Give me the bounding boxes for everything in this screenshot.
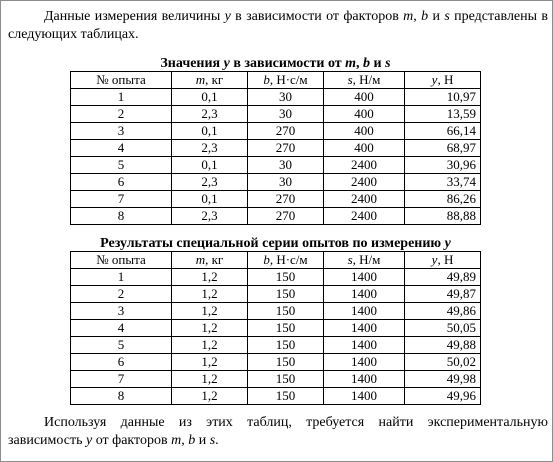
var-s: s: [209, 433, 216, 448]
table2-header-m-var: m: [195, 252, 206, 267]
table-row: [71, 337, 481, 354]
cell-m: 2,3: [172, 174, 248, 191]
table-row: [71, 269, 481, 286]
cell-m: 0,1: [172, 123, 248, 140]
cell-s: 1400: [324, 337, 405, 354]
var-s: s: [444, 9, 450, 24]
table1-header-m: [172, 72, 248, 89]
cell-s: 2400: [324, 208, 405, 225]
outro-sep: ,: [181, 433, 189, 448]
cell-n: 8: [71, 388, 172, 405]
cell-n: 6: [71, 354, 172, 371]
table2-caption-text: Результаты специальной серии опытов по измерению: [100, 236, 445, 251]
intro-paragraph: [8, 8, 548, 44]
cell-s: 1400: [324, 388, 405, 405]
table1-header-b: [248, 72, 324, 89]
cell-s: 1400: [324, 269, 405, 286]
cell-m: 0,1: [172, 191, 248, 208]
cell-m: 2,3: [172, 140, 248, 157]
var-m: m: [403, 9, 414, 24]
table2-header-m: [172, 252, 248, 269]
table2-body: [71, 269, 481, 405]
cell-s: 400: [324, 89, 405, 106]
cell-m: 1,2: [172, 286, 248, 303]
cell-s: 1400: [324, 371, 405, 388]
table1-header-y-unit: , Н: [437, 72, 454, 87]
table2-header-s-unit: , Н/м: [352, 252, 381, 267]
table2: [70, 251, 481, 405]
cell-m: 0,1: [172, 89, 248, 106]
var-m: m: [171, 433, 182, 448]
cell-b: 270: [248, 140, 324, 157]
cell-s: 400: [324, 123, 405, 140]
cell-y: 86,26: [405, 191, 481, 208]
cell-s: 2400: [324, 191, 405, 208]
cell-m: 2,3: [172, 106, 248, 123]
table1-caption-var-y: y: [223, 56, 230, 71]
table-row: [71, 140, 481, 157]
cell-n: 5: [71, 157, 172, 174]
cell-m: 1,2: [172, 269, 248, 286]
table1-body: [71, 89, 481, 225]
outro-text-1: Используя данные из этих таблиц, требуется найти экспериментальную зависимость: [8, 415, 548, 448]
cell-n: 5: [71, 337, 172, 354]
table-row: [71, 89, 481, 106]
table2-header-m-unit: , кг: [205, 252, 224, 267]
table2-header-num: № опыта: [71, 252, 172, 269]
var-b: b: [421, 9, 429, 24]
cell-n: 7: [71, 191, 172, 208]
cell-n: 1: [71, 89, 172, 106]
cell-y: 50,05: [405, 320, 481, 337]
table1-caption-var-m: m: [345, 56, 357, 71]
table2-header-s-var: s: [347, 252, 353, 267]
table-row: [71, 320, 481, 337]
cell-y: 33,74: [405, 174, 481, 191]
table-row: [71, 174, 481, 191]
intro-and: и: [428, 9, 445, 24]
cell-m: 1,2: [172, 337, 248, 354]
cell-m: 1,2: [172, 388, 248, 405]
table1-header-b-var: b: [263, 72, 270, 87]
cell-b: 270: [248, 123, 324, 140]
outro-paragraph: [8, 414, 548, 450]
cell-s: 1400: [324, 286, 405, 303]
outro-end: .: [215, 433, 219, 448]
cell-y: 49,87: [405, 286, 481, 303]
table2-header-b-unit: , Н·с/м: [269, 252, 308, 267]
cell-y: 30,96: [405, 157, 481, 174]
cell-s: 1400: [324, 303, 405, 320]
table-row: [71, 123, 481, 140]
table-row: [71, 388, 481, 405]
cell-y: 49,96: [405, 388, 481, 405]
table1-caption-mid: в зависимости от: [229, 56, 346, 71]
table2-header-b: [248, 252, 324, 269]
cell-y: 50,02: [405, 354, 481, 371]
cell-n: 6: [71, 174, 172, 191]
table1-caption-var-b: b: [363, 56, 371, 71]
table1-header-row: [71, 72, 481, 89]
cell-y: 10,97: [405, 89, 481, 106]
cell-b: 270: [248, 208, 324, 225]
table2-header-row: [71, 252, 481, 269]
intro-text-3: представлены в следующих таблицах.: [8, 9, 549, 42]
table2-header-y: [405, 252, 481, 269]
cell-s: 400: [324, 106, 405, 123]
table1: [70, 71, 481, 225]
cell-y: 49,86: [405, 303, 481, 320]
table1-header-num: № опыта: [71, 72, 172, 89]
cell-n: 3: [71, 303, 172, 320]
intro-sep: ,: [413, 9, 422, 24]
cell-y: 68,97: [405, 140, 481, 157]
cell-b: 150: [248, 388, 324, 405]
cell-n: 3: [71, 123, 172, 140]
table-row: [71, 208, 481, 225]
table2-header-y-var: y: [431, 252, 438, 267]
var-y: y: [85, 433, 93, 448]
cell-m: 2,3: [172, 208, 248, 225]
cell-n: 4: [71, 320, 172, 337]
cell-y: 88,88: [405, 208, 481, 225]
cell-b: 270: [248, 191, 324, 208]
outro-and: и: [195, 433, 210, 448]
cell-b: 150: [248, 371, 324, 388]
cell-y: 49,98: [405, 371, 481, 388]
cell-s: 2400: [324, 157, 405, 174]
table2-caption-var-y: y: [444, 236, 451, 251]
table-row: [71, 303, 481, 320]
table-row: [71, 191, 481, 208]
cell-b: 30: [248, 106, 324, 123]
cell-y: 66,14: [405, 123, 481, 140]
cell-b: 150: [248, 320, 324, 337]
table2-header-s: [324, 252, 405, 269]
table1-header-y: [405, 72, 481, 89]
cell-s: 1400: [324, 320, 405, 337]
cell-n: 1: [71, 269, 172, 286]
cell-b: 150: [248, 286, 324, 303]
cell-m: 1,2: [172, 371, 248, 388]
cell-m: 1,2: [172, 303, 248, 320]
cell-b: 150: [248, 337, 324, 354]
cell-n: 2: [71, 106, 172, 123]
cell-n: 2: [71, 286, 172, 303]
cell-y: 49,89: [405, 269, 481, 286]
table2-header-y-unit: , Н: [437, 252, 454, 267]
table1-header-y-var: y: [431, 72, 438, 87]
table-row: [71, 157, 481, 174]
cell-y: 49,88: [405, 337, 481, 354]
cell-n: 8: [71, 208, 172, 225]
table1-caption-and: и: [370, 56, 386, 71]
cell-b: 150: [248, 303, 324, 320]
cell-n: 7: [71, 371, 172, 388]
cell-s: 400: [324, 140, 405, 157]
intro-text-2: в зависимости от факторов: [230, 9, 404, 24]
cell-m: 1,2: [172, 354, 248, 371]
table1-header-m-unit: , кг: [205, 72, 224, 87]
table1-caption: [0, 56, 551, 72]
cell-b: 150: [248, 269, 324, 286]
table-row: [71, 286, 481, 303]
var-y: y: [224, 9, 231, 24]
table1-caption-var-s: s: [385, 56, 391, 71]
table2-header-b-var: b: [263, 252, 270, 267]
cell-m: 0,1: [172, 157, 248, 174]
table-row: [71, 106, 481, 123]
cell-b: 30: [248, 157, 324, 174]
cell-y: 13,59: [405, 106, 481, 123]
var-b: b: [188, 433, 196, 448]
outro-text-2: от факторов: [92, 433, 172, 448]
table1-header-b-unit: , Н·с/м: [269, 72, 308, 87]
cell-b: 30: [248, 89, 324, 106]
table-row: [71, 371, 481, 388]
table-row: [71, 354, 481, 371]
cell-n: 4: [71, 140, 172, 157]
table1-header-s-unit: , Н/м: [352, 72, 381, 87]
table1-caption-text: Значения: [160, 56, 224, 71]
table1-header-m-var: m: [195, 72, 206, 87]
cell-b: 30: [248, 174, 324, 191]
table1-caption-sep: ,: [356, 56, 364, 71]
intro-text-1: Данные измерения величины: [44, 9, 225, 24]
table1-header-s-var: s: [347, 72, 353, 87]
cell-b: 150: [248, 354, 324, 371]
cell-s: 1400: [324, 354, 405, 371]
table1-header-s: [324, 72, 405, 89]
table2-caption: [0, 236, 551, 252]
cell-m: 1,2: [172, 320, 248, 337]
cell-s: 2400: [324, 174, 405, 191]
